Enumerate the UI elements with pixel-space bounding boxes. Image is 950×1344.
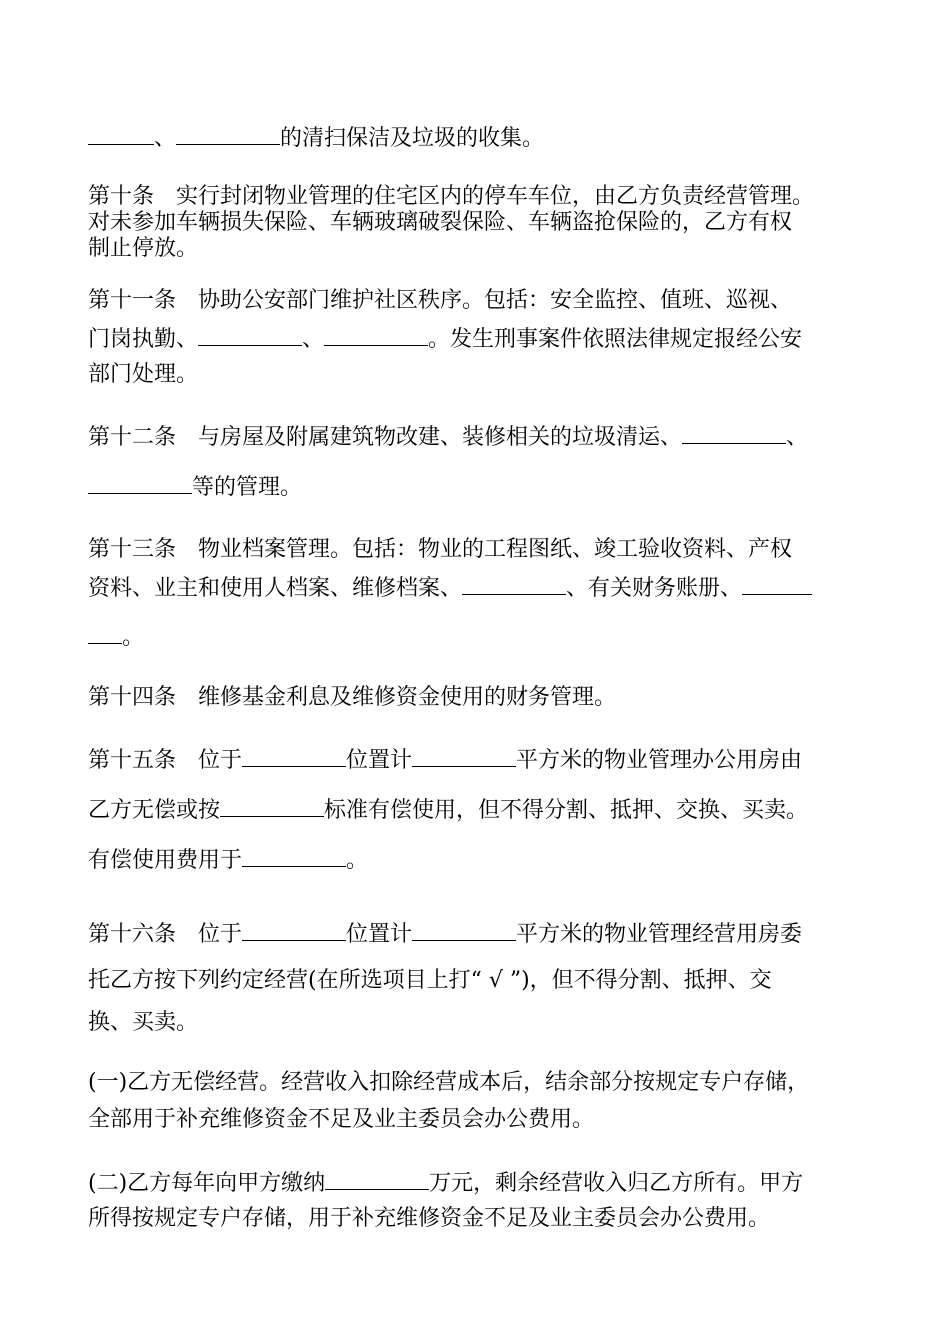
fill-blank [412,920,516,941]
article-number: 第十二条 [88,425,177,450]
text-line: 有偿使用费用于 。 [88,848,369,873]
text-line: 托乙方按下列约定经营(在所选项目上打“ √ ”)，但不得分割、抵押、交 [88,968,772,993]
fill-blank [325,1169,429,1190]
option-one-line: (一)乙方无偿经营。经营收入扣除经营成本后，结余部分按规定专户存储， [88,1070,810,1095]
article-number: 第十三条 [88,537,177,562]
fill-blank [242,746,346,767]
text-line: 所得按规定专户存储，用于补充维修资金不足及业主委员会办公费用。 [88,1206,771,1231]
text-line: 、 的清扫保洁及垃圾的收集。 [88,124,544,152]
article-14-line: 第十四条 维修基金利息及维修资金使用的财务管理。 [88,685,617,710]
article-number: 第十六条 [88,922,177,947]
fill-blank [198,325,302,346]
fill-blank [88,473,192,494]
option-two-line: (二)乙方每年向甲方缴纳 万元，剩余经营收入归乙方所有。甲方 [88,1171,804,1196]
fill-blank [682,423,786,444]
text-line: 等的管理。 [88,473,302,501]
fill-blank [176,124,280,145]
article-11-line: 第十一条 协助公安部门维护社区秩序。包括：安全监控、值班、巡视、 [88,288,793,313]
text-line: 门岗执勤、 、 。发生刑事案件依照法律规定报经公安 [88,327,803,352]
fill-blank [242,920,346,941]
text-line: 。 [88,623,144,651]
fill-blank [462,574,566,595]
fill-blank [412,746,516,767]
article-10-line: 第十条 实行封闭物业管理的住宅区内的停车车位，由乙方负责经营管理。 [88,184,815,209]
article-15-line: 第十五条 位于 位置计 平方米的物业管理办公用房由 [88,748,803,773]
article-13-line: 第十三条 物业档案管理。包括：物业的工程图纸、竣工验收资料、产权 [88,537,793,562]
article-16-line: 第十六条 位于 位置计 平方米的物业管理经营用房委 [88,922,803,947]
fill-blank [324,325,428,346]
article-number: 第十四条 [88,685,177,710]
article-number: 第十一条 [88,288,177,313]
fill-blank [242,846,346,867]
text-line: 全部用于补充维修资金不足及业主委员会办公费用。 [88,1107,595,1132]
article-number: 第十五条 [88,748,177,773]
article-number: 第十条 [88,184,155,209]
text-line: 换、买卖。 [88,1010,199,1035]
text-line: 制止停放。 [88,236,199,261]
fill-blank [742,574,812,595]
text-line: 部门处理。 [88,362,199,387]
text-line: 对未参加车辆损失保险、车辆玻璃破裂保险、车辆盗抢保险的，乙方有权 [88,210,793,235]
text-line: 乙方无偿或按 标准有偿使用，但不得分割、抵押、交换、买卖。 [88,798,809,823]
text-line: 资料、业主和使用人档案、维修档案、 、有关财务账册、 [88,574,812,602]
article-12-line: 第十二条 与房屋及附属建筑物改建、装修相关的垃圾清运、 、 [88,425,809,450]
fill-blank [88,124,154,145]
fill-blank [220,796,324,817]
fill-blank [88,623,122,644]
